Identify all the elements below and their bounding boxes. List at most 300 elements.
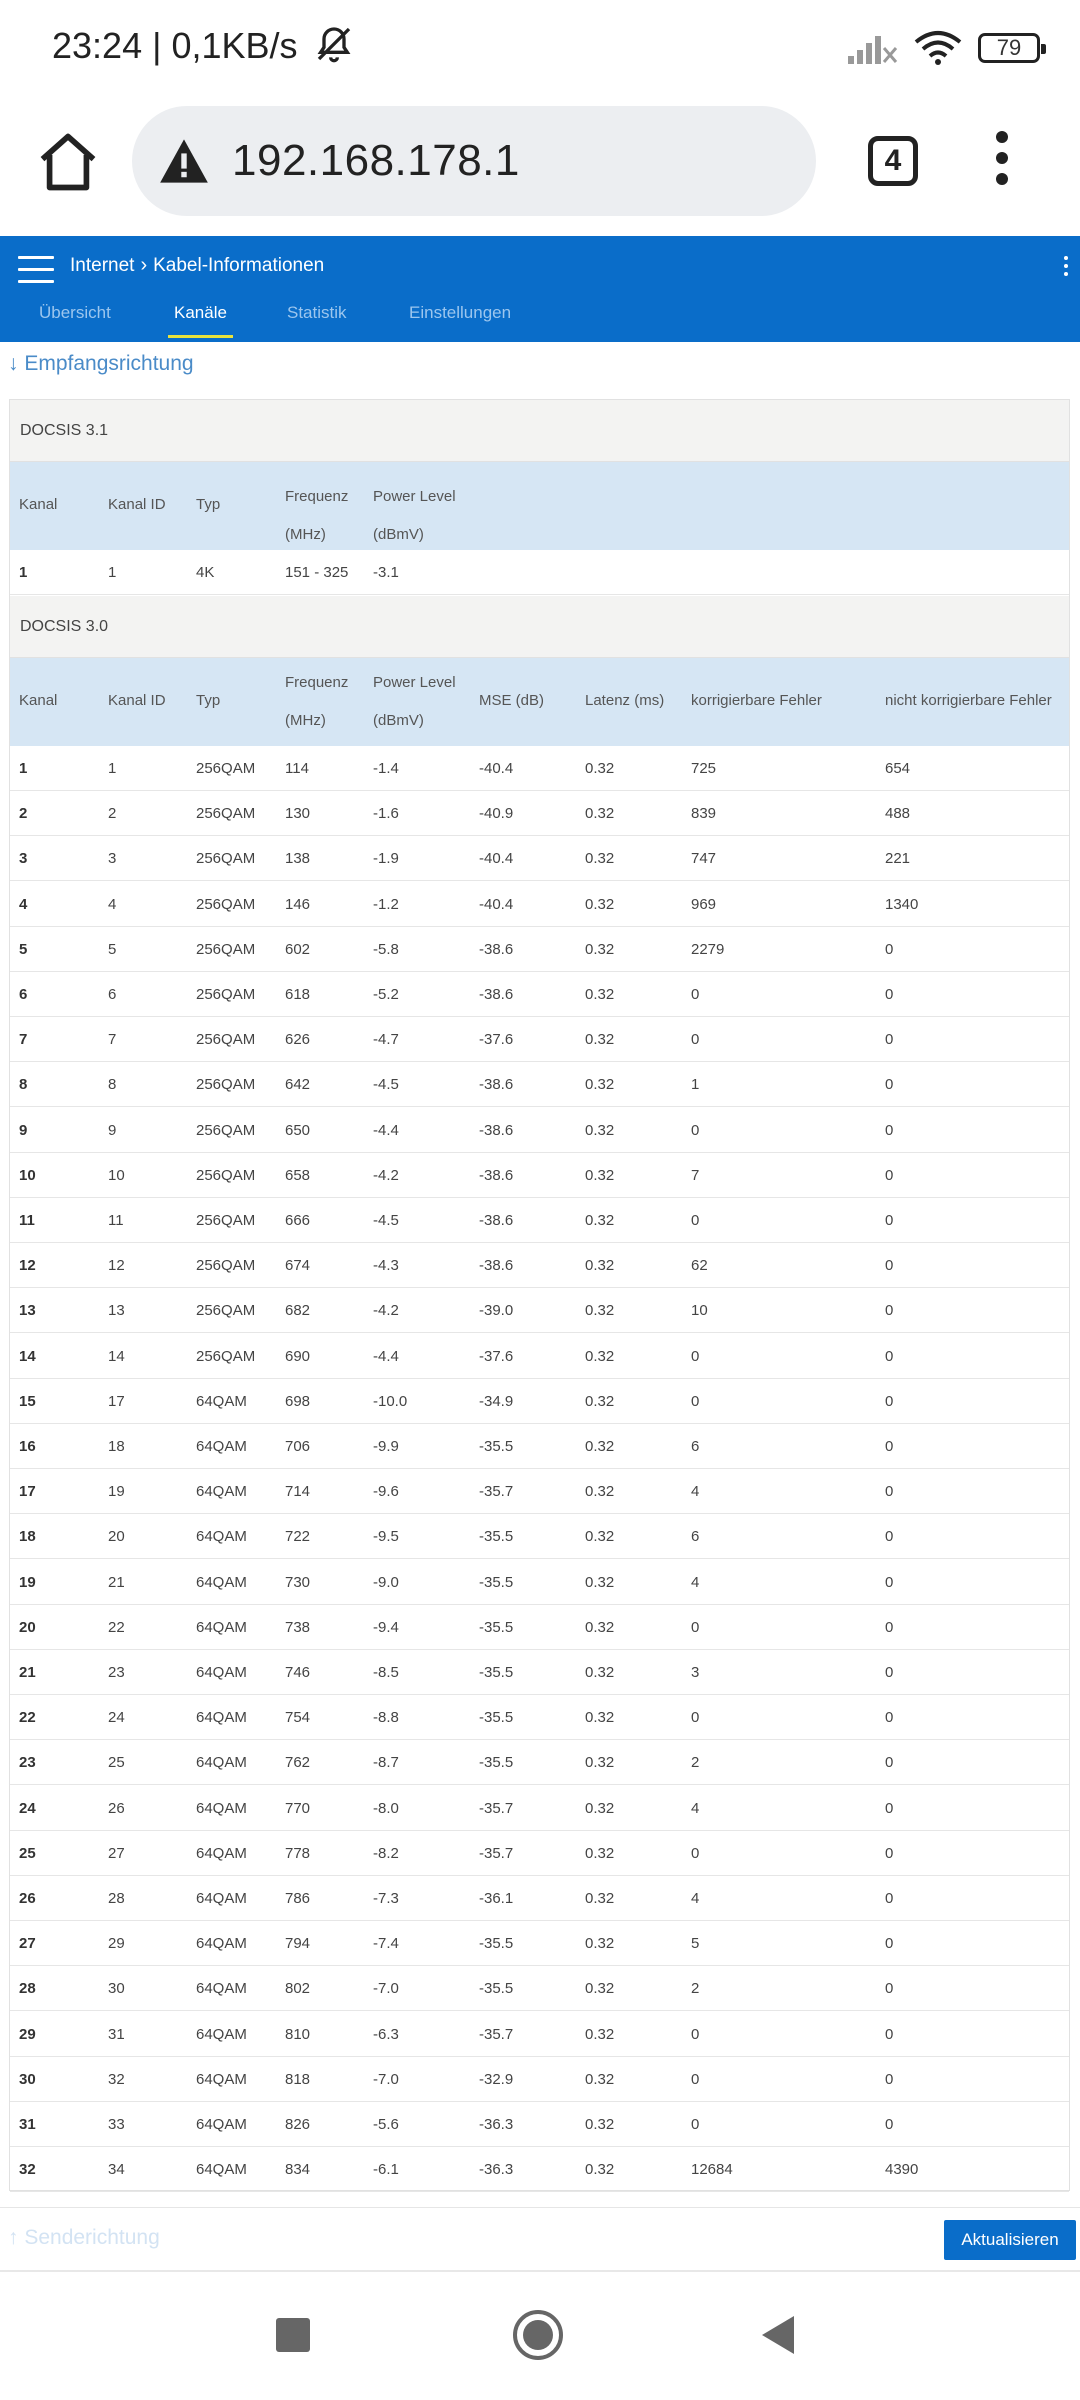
address-bar[interactable]: [132, 106, 816, 216]
table-cell: 64QAM: [196, 1980, 247, 1998]
table-cell: -5.2: [373, 986, 399, 1003]
col-frequenz: Frequenz (MHz): [285, 674, 349, 729]
table-cell: 0: [691, 2116, 700, 2133]
table-cell: 0: [885, 1076, 894, 1094]
app-header: [0, 236, 1080, 342]
table-cell: 11: [19, 1212, 35, 1229]
table-cell: 0: [691, 1212, 700, 1229]
table-cell: 666: [285, 1212, 311, 1229]
table-cell: -40.9: [479, 805, 514, 823]
table-cell: 0: [885, 1709, 894, 1727]
table-cell: 27: [108, 1844, 125, 1862]
table-cell: 714: [285, 1483, 311, 1501]
table-cell: 22: [108, 1618, 125, 1636]
table-cell: 0: [691, 986, 700, 1003]
table-cell: 9: [108, 1121, 117, 1139]
table-cell: 10: [691, 1302, 708, 1320]
kebab-menu-icon[interactable]: [1062, 256, 1070, 286]
table-cell: 754: [285, 1709, 311, 1727]
table-cell: 20: [19, 1618, 36, 1636]
table-row: [10, 1514, 1069, 1559]
table-cell: -4.3: [373, 1257, 399, 1275]
table-cell: 30: [108, 1980, 125, 1998]
table-cell: -8.2: [373, 1844, 399, 1862]
table-cell: -1.4: [373, 760, 399, 777]
table-cell: 23: [108, 1664, 125, 1681]
battery-level: 79: [996, 35, 1022, 60]
table-cell: 9: [19, 1121, 28, 1139]
table-cell: 28: [108, 1890, 125, 1907]
table-cell: 3: [691, 1664, 700, 1681]
table-cell: 0.32: [585, 2025, 615, 2043]
col-korrigierbare-fehler: korrigierbare Fehler: [691, 692, 822, 709]
table-cell: -1.2: [373, 895, 399, 913]
table-cell: 11: [108, 1212, 124, 1229]
table-cell: -35.5: [479, 1980, 514, 1998]
table-row: [10, 1017, 1069, 1062]
table-cell: 0: [885, 2025, 894, 2043]
col-kanal-id: Kanal ID: [108, 496, 166, 513]
battery-icon: [978, 33, 1040, 63]
table-cell: 0.32: [585, 1347, 615, 1365]
table-cell: 28: [19, 1980, 36, 1998]
table-cell: 0: [885, 986, 894, 1003]
table-cell: 24: [19, 1799, 36, 1817]
status-speed: 0,1KB/s: [171, 25, 298, 66]
table-cell: -40.4: [479, 850, 514, 868]
table-cell: 16: [19, 1438, 36, 1455]
table-cell: -1.6: [373, 805, 399, 823]
col-typ: Typ: [196, 692, 221, 709]
table-cell: 221: [885, 850, 911, 868]
table-cell: 2: [691, 1980, 700, 1998]
docsis31-table-header: [10, 462, 1069, 550]
table-cell: 64QAM: [196, 1483, 247, 1501]
table-cell: 0: [885, 1573, 894, 1591]
table-cell: 64QAM: [196, 1844, 247, 1862]
table-row: [10, 836, 1069, 881]
table-cell: 0.32: [585, 940, 615, 958]
tab-statistik[interactable]: Statistik: [287, 303, 347, 322]
signal-icon: [846, 30, 898, 66]
table-row: [10, 2012, 1069, 2057]
table-cell: -35.5: [479, 1754, 514, 1772]
table-cell: 256QAM: [196, 850, 256, 868]
table-row: [10, 1334, 1069, 1379]
table-cell: 0.32: [585, 1121, 615, 1139]
table-cell: 0: [885, 1844, 894, 1862]
table-cell: -4.4: [373, 1347, 399, 1365]
table-cell: -36.3: [479, 2116, 514, 2133]
table-cell: 6: [691, 1528, 700, 1546]
table-cell: 0: [691, 1031, 700, 1049]
table-row: [10, 1469, 1069, 1514]
hamburger-menu-icon[interactable]: [18, 256, 54, 286]
table-cell: 488: [885, 805, 911, 823]
table-cell: -38.6: [479, 1166, 514, 1184]
table-cell: 0.32: [585, 2070, 615, 2088]
upstream-title[interactable]: ↑ Senderichtung: [8, 2226, 160, 2249]
table-cell: 0.32: [585, 1302, 615, 1320]
table-cell: 0.32: [585, 1076, 615, 1094]
table-cell: 32: [108, 2070, 125, 2088]
table-cell: 0: [885, 1980, 894, 1998]
table-cell: 64QAM: [196, 1573, 247, 1591]
divider: [0, 2207, 1080, 2208]
col-power-level: Power Level (dBmV): [373, 674, 456, 729]
docsis30-table-header: [10, 658, 1069, 746]
tab-uebersicht[interactable]: Übersicht: [39, 303, 111, 322]
col-kanal: Kanal: [19, 692, 58, 709]
table-row: [10, 1740, 1069, 1785]
table-cell: 0.32: [585, 1438, 615, 1455]
table-cell: 6: [691, 1438, 700, 1455]
table-cell: -35.5: [479, 1935, 514, 1953]
table-cell: 0: [885, 1754, 894, 1772]
col-mse: MSE (dB): [479, 692, 545, 709]
col-typ: Typ: [196, 496, 221, 513]
table-cell: 31: [108, 2025, 125, 2043]
table-cell: -9.4: [373, 1618, 399, 1636]
docsis31-group-label: DOCSIS 3.1: [10, 400, 1069, 462]
table-cell: 18: [108, 1438, 125, 1455]
table-cell: 0.32: [585, 1664, 615, 1681]
table-cell: 64QAM: [196, 1618, 247, 1636]
table-cell: -1.9: [373, 850, 399, 868]
table-row: [10, 791, 1069, 836]
table-cell: 626: [285, 1031, 311, 1049]
table-cell: 4: [691, 1573, 700, 1591]
table-cell: 0: [885, 1347, 894, 1365]
table-cell: 6: [108, 986, 117, 1003]
table-cell: 654: [885, 760, 911, 777]
table-cell: 256QAM: [196, 1347, 256, 1365]
table-cell: 0: [691, 1618, 700, 1636]
table-cell: -37.6: [479, 1347, 514, 1365]
table-cell: 256QAM: [196, 940, 256, 958]
table-cell: 722: [285, 1528, 311, 1546]
table-cell: 4390: [885, 2161, 919, 2179]
table-cell: 770: [285, 1799, 311, 1817]
table-cell: 23: [19, 1754, 36, 1772]
table-cell: -38.6: [479, 1121, 514, 1139]
table-cell: 658: [285, 1166, 311, 1184]
table-cell: -10.0: [373, 1392, 408, 1410]
table-cell: -4.5: [373, 1212, 399, 1229]
table-cell: -4.5: [373, 1076, 399, 1094]
table-cell: 22: [19, 1709, 36, 1727]
table-cell: 0: [691, 2025, 700, 2043]
table-cell: 725: [691, 760, 717, 777]
table-row: [10, 1966, 1069, 2011]
table-cell: 29: [108, 1935, 125, 1953]
table-cell: -5.8: [373, 940, 399, 958]
table-cell: 0.32: [585, 895, 615, 913]
table-cell: 19: [19, 1573, 36, 1591]
table-cell: 810: [285, 2025, 311, 2043]
col-power-level: Power Level (dBmV): [373, 488, 456, 543]
table-cell: 64QAM: [196, 1754, 247, 1772]
table-cell: 256QAM: [196, 1302, 256, 1320]
table-cell: -38.6: [479, 1076, 514, 1094]
table-cell: 15: [19, 1392, 36, 1410]
table-cell: 690: [285, 1347, 311, 1365]
channel-panel: [9, 399, 1070, 2191]
table-cell: -9.9: [373, 1438, 399, 1455]
table-cell: 0: [691, 1392, 700, 1410]
table-cell: -6.3: [373, 2025, 399, 2043]
tab-count[interactable]: 4: [884, 144, 902, 177]
table-cell: 650: [285, 1121, 311, 1139]
table-cell: -6.1: [373, 2161, 399, 2179]
browser-toolbar: [0, 98, 1080, 236]
table-cell: 0: [885, 940, 894, 958]
table-cell: 25: [19, 1844, 36, 1862]
table-row: [10, 746, 1069, 791]
table-cell: 0.32: [585, 1573, 615, 1591]
table-cell: 0.32: [585, 1980, 615, 1998]
table-cell: 738: [285, 1618, 311, 1636]
table-row: [10, 1786, 1069, 1831]
table-cell: 0: [691, 1844, 700, 1862]
table-row: [10, 1108, 1069, 1153]
col-kanal: Kanal: [19, 496, 58, 513]
home-icon[interactable]: [34, 128, 102, 196]
table-cell: 0.32: [585, 2161, 615, 2179]
table-cell: 0.32: [585, 986, 615, 1003]
breadcrumb-page: Kabel-Informationen: [153, 254, 325, 276]
table-cell: 1: [19, 760, 28, 777]
table-cell: -36.1: [479, 1890, 514, 1907]
table-cell: 13: [19, 1302, 36, 1320]
table-cell: 0: [885, 1664, 894, 1681]
table-cell: 256QAM: [196, 1166, 256, 1184]
table-cell: 64QAM: [196, 1392, 247, 1410]
nav-recents-icon[interactable]: [276, 2318, 310, 2352]
table-cell: -39.0: [479, 1302, 514, 1320]
table-cell: 642: [285, 1076, 311, 1094]
table-row: [10, 1560, 1069, 1605]
table-cell: 730: [285, 1573, 311, 1591]
table-cell: -4.2: [373, 1302, 399, 1320]
table-cell: 0: [885, 1438, 894, 1455]
table-cell: 0.32: [585, 760, 615, 777]
table-cell: -37.6: [479, 1031, 514, 1049]
table-cell: 0: [885, 1392, 894, 1410]
table-cell: -8.0: [373, 1799, 399, 1817]
table-cell: 21: [108, 1573, 125, 1591]
table-cell: 698: [285, 1392, 311, 1410]
table-cell: 618: [285, 986, 311, 1003]
table-row: [10, 1831, 1069, 1876]
table-row: [10, 1062, 1069, 1107]
table-cell: 30: [19, 2070, 36, 2088]
table-cell: -7.4: [373, 1935, 399, 1953]
table-cell: 0: [885, 1166, 894, 1184]
table-cell: 0.32: [585, 1212, 615, 1229]
table-cell: 0: [885, 1257, 894, 1275]
table-cell: 256QAM: [196, 986, 256, 1003]
wifi-icon: [914, 30, 962, 66]
table-cell: 0: [885, 1031, 894, 1049]
table-cell: 0: [885, 1212, 894, 1229]
table-row: 1 1 4K 151 - 325 -3.1: [10, 550, 1069, 595]
table-cell: 12684: [691, 2161, 733, 2179]
table-cell: -32.9: [479, 2070, 514, 2088]
table-cell: 256QAM: [196, 1257, 256, 1275]
table-cell: 256QAM: [196, 760, 256, 777]
table-cell: 8: [19, 1076, 28, 1094]
table-row: [10, 2057, 1069, 2102]
table-row: [10, 1243, 1069, 1288]
table-cell: 256QAM: [196, 1212, 256, 1229]
table-cell: 10: [19, 1166, 36, 1184]
table-row: [10, 2147, 1069, 2192]
table-cell: 24: [108, 1709, 125, 1727]
table-cell: 64QAM: [196, 2070, 247, 2088]
table-cell: -35.7: [479, 1483, 514, 1501]
table-cell: 12: [19, 1257, 36, 1275]
table-cell: 14: [19, 1347, 36, 1365]
table-cell: 5: [108, 940, 117, 958]
table-cell: 64QAM: [196, 2161, 247, 2179]
breadcrumb: [70, 254, 324, 277]
table-cell: 256QAM: [196, 1031, 256, 1049]
table-cell: -38.6: [479, 986, 514, 1003]
status-bar: [0, 0, 1080, 98]
table-cell: -7.0: [373, 2070, 399, 2088]
table-cell: 1340: [885, 895, 919, 913]
table-cell: 818: [285, 2070, 311, 2088]
table-cell: 4: [19, 895, 28, 913]
table-cell: 12: [108, 1257, 125, 1275]
table-cell: -35.5: [479, 1528, 514, 1546]
table-cell: 4: [108, 895, 117, 913]
table-cell: 0.32: [585, 1483, 615, 1501]
table-cell: 29: [19, 2025, 36, 2043]
table-cell: -4.7: [373, 1031, 399, 1049]
table-cell: 17: [19, 1483, 36, 1501]
table-cell: 26: [108, 1799, 125, 1817]
table-cell: 0.32: [585, 805, 615, 823]
table-cell: 0.32: [585, 1618, 615, 1636]
table-cell: -35.7: [479, 2025, 514, 2043]
table-cell: -35.5: [479, 1573, 514, 1591]
table-cell: 64QAM: [196, 1890, 247, 1907]
downstream-title[interactable]: ↓ Empfangsrichtung: [8, 352, 194, 375]
table-cell: 4: [691, 1483, 700, 1501]
tab-einstellungen[interactable]: Einstellungen: [409, 303, 512, 322]
table-cell: 0.32: [585, 1166, 615, 1184]
breadcrumb-root[interactable]: Internet: [70, 254, 135, 276]
table-cell: -38.6: [479, 1212, 514, 1229]
table-cell: -40.4: [479, 760, 514, 777]
table-cell: -35.5: [479, 1664, 514, 1681]
warning-icon[interactable]: [158, 137, 210, 185]
nav-home-icon[interactable]: [512, 2309, 564, 2361]
table-cell: 130: [285, 805, 311, 823]
table-cell: -35.7: [479, 1844, 514, 1862]
table-cell: 4: [691, 1799, 700, 1817]
table-cell: 5: [691, 1935, 700, 1953]
table-cell: 256QAM: [196, 895, 256, 913]
table-cell: 0.32: [585, 1935, 615, 1953]
table-cell: -4.4: [373, 1121, 399, 1139]
table-cell: 31: [19, 2116, 36, 2133]
table-cell: 7: [691, 1166, 700, 1184]
table-cell: 34: [108, 2161, 125, 2179]
table-cell: 706: [285, 1438, 311, 1455]
table-row: [10, 1288, 1069, 1333]
table-cell: -35.5: [479, 1709, 514, 1727]
table-cell: 746: [285, 1664, 311, 1681]
table-cell: 762: [285, 1754, 311, 1772]
table-cell: 0: [691, 1709, 700, 1727]
table-cell: 256QAM: [196, 1076, 256, 1094]
table-cell: 0.32: [585, 1709, 615, 1727]
table-cell: -8.7: [373, 1754, 399, 1772]
table-cell: 839: [691, 805, 717, 823]
table-cell: 0.32: [585, 1257, 615, 1275]
table-cell: 7: [108, 1031, 117, 1049]
table-cell: 2279: [691, 940, 725, 958]
table-row: [10, 1921, 1069, 1966]
refresh-button[interactable]: Aktualisieren: [944, 2220, 1076, 2260]
docsis30-group-label: DOCSIS 3.0: [10, 596, 1069, 658]
table-cell: 64QAM: [196, 2116, 247, 2133]
table-cell: 0: [885, 2116, 894, 2133]
table-cell: 146: [285, 895, 311, 913]
table-cell: 64QAM: [196, 1935, 247, 1953]
table-cell: 4: [691, 1890, 700, 1907]
table-cell: 0: [885, 1799, 894, 1817]
table-cell: 27: [19, 1935, 36, 1953]
table-cell: 25: [108, 1754, 125, 1772]
table-cell: 6: [19, 986, 28, 1003]
table-cell: 826: [285, 2116, 311, 2133]
table-cell: 747: [691, 850, 717, 868]
table-cell: 114: [285, 760, 309, 777]
table-cell: -7.0: [373, 1980, 399, 1998]
table-cell: -38.6: [479, 940, 514, 958]
table-cell: 19: [108, 1483, 125, 1501]
table-cell: 13: [108, 1302, 125, 1320]
col-kanal-id: Kanal ID: [108, 692, 166, 709]
overflow-menu-icon[interactable]: [990, 131, 1014, 191]
mute-bell-icon: [314, 24, 354, 64]
table-cell: -35.5: [479, 1618, 514, 1636]
table-row: [10, 2102, 1069, 2147]
table-row: [10, 1650, 1069, 1695]
table-cell: 2: [691, 1754, 700, 1772]
table-cell: -8.5: [373, 1664, 399, 1681]
nav-back-icon[interactable]: [760, 2314, 796, 2356]
table-cell: 0.32: [585, 1392, 615, 1410]
table-row: [10, 1605, 1069, 1650]
table-cell: -8.8: [373, 1709, 399, 1727]
table-cell: 0.32: [585, 1754, 615, 1772]
table-cell: 682: [285, 1302, 311, 1320]
status-time: 23:24: [52, 25, 143, 66]
table-cell: 3: [19, 850, 28, 868]
tab-kanaele[interactable]: Kanäle: [174, 302, 227, 342]
url-text[interactable]: 192.168.178.1: [232, 136, 520, 185]
table-cell: 2: [19, 805, 28, 823]
table-cell: 14: [108, 1347, 125, 1365]
table-cell: 32: [19, 2161, 36, 2179]
tabs-icon[interactable]: [868, 136, 918, 186]
table-cell: -40.4: [479, 895, 514, 913]
